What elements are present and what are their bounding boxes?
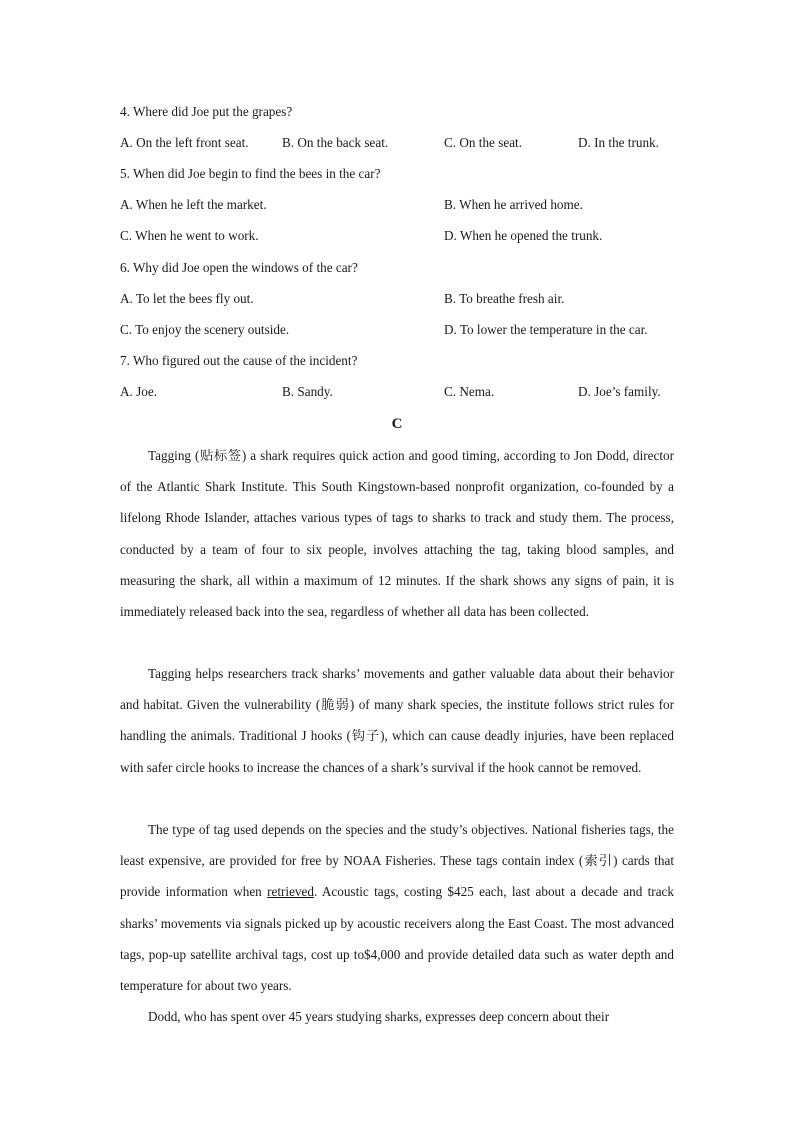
question-6-option-a: A. To let the bees fly out. (120, 291, 254, 306)
question-6-stem: 6. Why did Joe open the windows of the car? (120, 260, 358, 275)
question-4-option-c: C. On the seat. (444, 135, 523, 150)
underlined-word-retrieved: retrieved (267, 884, 314, 900)
paragraph-2-text: Tagging helps researchers track sharks’ movements and gather valuable data about their behavior and habitat. Given the vulnerability (脆弱) of many shark species, the institute follows strict rules for handling the animals. Traditional J hooks (钩子), which can cause deadly injuries, have been replaced with safer circle hooks to increase the chances of a shark’s survival if the hook cannot be removed. (120, 666, 674, 775)
question-4-option-a: A. On the left front seat. (120, 135, 249, 150)
question-4-stem: 4. Where did Joe put the grapes? (120, 104, 293, 119)
question-4-option-b: B. On the back seat. (282, 135, 389, 150)
question-7-option-c: C. Nema. (444, 384, 495, 399)
question-5-stem: 5. When did Joe begin to find the bees in the car? (120, 166, 381, 181)
question-6-option-c: C. To enjoy the scenery outside. (120, 322, 290, 337)
passage-paragraph-2 (120, 658, 674, 783)
question-4-option-d: D. In the trunk. (578, 135, 659, 150)
question-5-option-c: C. When he went to work. (120, 228, 259, 243)
question-6-option-b: B. To breathe fresh air. (444, 291, 565, 306)
paragraph-3-text (120, 814, 674, 1001)
question-5-option-b: B. When he arrived home. (444, 197, 583, 212)
passage-paragraph-3 (120, 814, 674, 1001)
paragraph-3-text-before: The type of tag used depends on the species and the study’s objectives. National fisheries tags, the least expensive, are provided for free by NOAA Fisheries. These tags contain index (索引) cards that provide information when (120, 822, 674, 900)
question-7-option-d: D. Joe’s family. (578, 384, 661, 399)
question-5-option-a: A. When he left the market. (120, 197, 267, 212)
passage-paragraph-1 (120, 440, 674, 627)
question-7-option-b: B. Sandy. (282, 384, 333, 399)
section-heading: C (391, 416, 403, 432)
passage-paragraph-4 (120, 1001, 674, 1032)
question-6-option-d: D. To lower the temperature in the car. (444, 322, 648, 337)
paragraph-1-text: Tagging (贴标签) a shark requires quick action and good timing, according to Jon Dodd, director of the Atlantic Shark Institute. This South Kingstown-based nonprofit organization, co-founded by a lifelong Rhode Islander, attaches various types of tags to sharks to track and study them. The process, conducted by a team of four to six people, involves attaching the tag, taking blood samples, and measuring the shark, all within a maximum of 12 minutes. If the shark shows any signs of pain, it is immediately released back into the sea, regardless of whether all data has been collected. (120, 448, 674, 620)
question-5-option-d: D. When he opened the trunk. (444, 228, 603, 243)
paragraph-4-text: Dodd, who has spent over 45 years studying sharks, expresses deep concern about their (148, 1009, 610, 1024)
question-7-option-a: A. Joe. (120, 384, 157, 399)
paragraph-3-text-after: . Acoustic tags, costing $425 each, last about a decade and track sharks’ movements via signals picked up by acoustic receivers along the East Coast. The most advanced tags, pop-up satellite archival tags, cost up to$4,000 and provide detailed data such as water depth and temperature for about two years. (120, 884, 674, 994)
question-7-stem: 7. Who figured out the cause of the incident? (120, 353, 358, 368)
